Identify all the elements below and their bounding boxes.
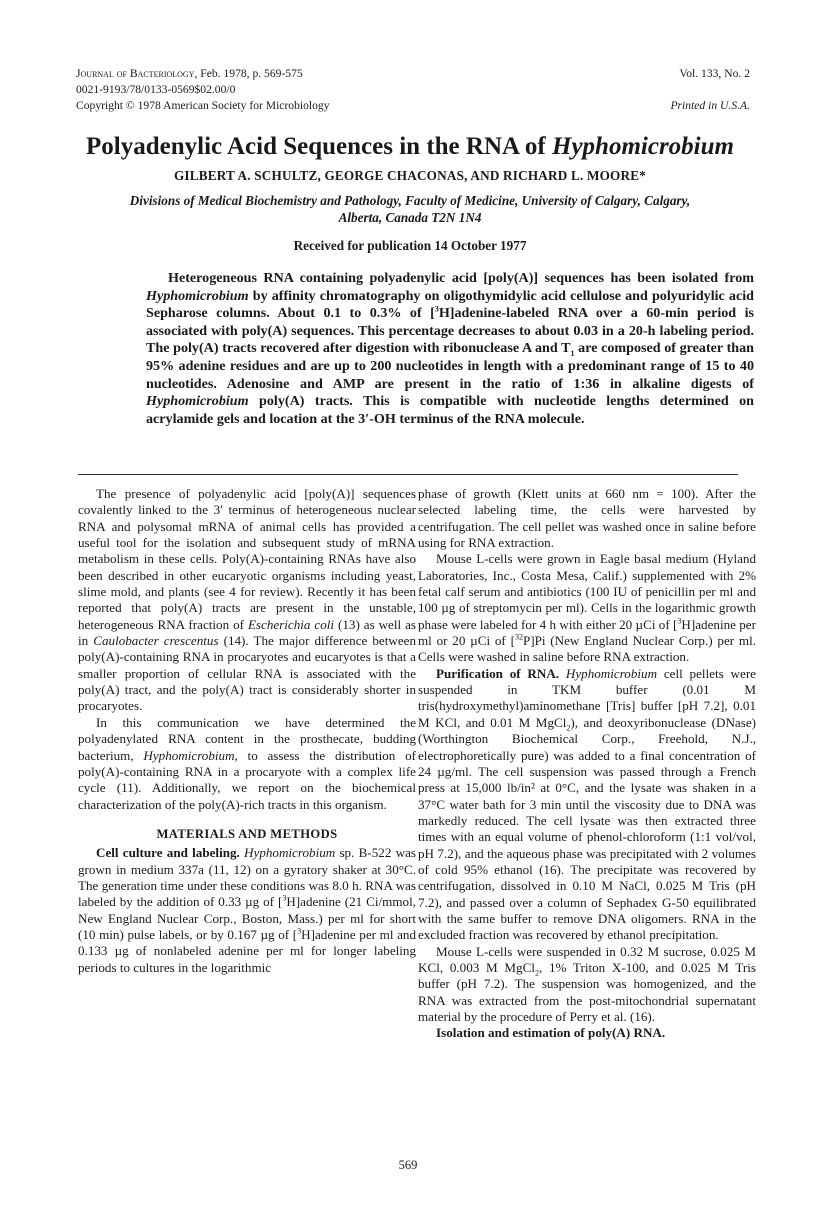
journal-header [76, 66, 330, 114]
subscript: 1 [570, 349, 575, 359]
isotope-superscript: 3 [677, 616, 682, 626]
body-text: In this communication we have determined the polyadenylated RNA content in the prosthecate, budding bacterium, [78, 714, 416, 763]
body-text: , 1% Triton X-100, and 0.025 M Tris buffer (pH 7.2). The suspension was homogenized, and the RNA was extracted from the post-mitochondrial supernatant material by the procedure of Perry et al. (16). [418, 959, 756, 1024]
methods-paragraph-continued: phase of growth (Klett units at 660 nm = 100). After the selected labeling time, the cells were harvested by centrifugation. The cell pellet was washed once in saline before using for RNA extraction. [418, 486, 756, 551]
abstract-text: by affinity chromatography on oligothymidylic acid cellulose and polyuridylic acid Sepharose columns. About 0.1 to 0.3% of [ [146, 287, 754, 322]
body-text: P]Pi (New England Nuclear Corp.) per ml. Cells were washed in saline before RNA extraction. [418, 633, 756, 665]
affiliation [60, 192, 760, 226]
body-text: The presence of polyadenylic acid [poly(A)] sequences covalently linked to the 3′ terminus of heterogeneous nuclear RNA and polysomal mRNA of animal cells has provided a useful tool for the isolation and subsequent study of mRNA metabolism in these cells. Poly(A)-containing RNAs have also been described in other eucaryotic organisms including yeast, slime mold, and plants (see 4 for review). Recently it has been reported that poly(A) tracts are present in the unstable, heterogeneous RNA fraction of [78, 486, 416, 632]
body-text: , to assess the distribution of poly(A)-containing RNA in a procaryote with a complex life cycle (11). Additionally, we report on the biochemical characterization of the poly(A)-rich tracts in this organism. [78, 747, 416, 812]
affiliation-line-2: Alberta, Canada T2N 1N4 [338, 210, 482, 225]
right-column [418, 486, 756, 1042]
journal-issue: , Feb. 1978, p. 569-575 [194, 67, 303, 80]
body-text: (14). The major difference between poly(A)-containing RNA in procaryotes and eucaryotes is that a smaller proportion of cellular RNA is associated with the poly(A) tract, and the poly(A) tract is considerably shorter in procaryotes. [78, 633, 417, 714]
abstract-genus: Hyphomicrobium [146, 393, 249, 410]
volume-header [670, 66, 750, 114]
isotope-superscript: 32 [514, 632, 523, 642]
abstract-divider [78, 474, 738, 475]
affiliation-line-1: Divisions of Medical Biochemistry and Pathology, Faculty of Medicine, University of Calgary, Calgary, [129, 193, 691, 208]
abstract-text: H]adenine-labeled RNA over a 60-min period is associated with poly(A) sequences. This percentage decreases to about 0.03 in a 20-h labeling period. The poly(A) tracts recovered after digestion with ribonuclease A and T [146, 305, 755, 357]
species-name: Caulobacter crescentus [93, 633, 219, 649]
methods-paragraph-3 [418, 666, 756, 944]
subscript: 2 [534, 968, 539, 978]
abstract-text: are composed of greater than 95% adenine residues and are up to 200 nucleotides in length with a predominant range of 15 to 40 nucleotides. Adenosine and AMP are present in the ratio of 1:36 in alkaline digests of [146, 340, 754, 392]
abstract-text: poly(A) tracts. This is compatible with nucleotide lengths determined on acrylamide gels and location at the 3′-OH terminus of the RNA molecule. [146, 393, 754, 427]
journal-code: 0021-9193/78/0133-0569$02.00/0 [76, 83, 236, 96]
journal-name: Journal of Bacteriology [76, 67, 195, 80]
title-main: Polyadenylic Acid Sequences in the RNA of [86, 133, 553, 160]
body-text: sp. B-522 was grown in medium 337a (11, 12) on a gyratory shaker at 30°C. The generation time under these conditions was 8.0 h. RNA was labeled by the addition of 0.33 µg of [ [78, 845, 416, 910]
body-text: H]adenine per ml and 0.133 µg of nonlabeled adenine per ml for longer labeling periods to cultures in the logarithmic [78, 926, 417, 975]
body-text: ), and deoxyribonuclease (DNase) (Worthington Biochemical Corp., Freehold, N.J., electrophoretically pure) was added to a final concentration of 24 µg/ml. The cell suspension was passed through a French press at 15,000 lb/in² at 0°C, and the lysate was shaken in a 37°C water bath for 3 min until the viscosity due to DNA was markedly reduced. The cell lysate was then extracted three times with an equal volume of phenol-chloroform (1:1 vol/vol, pH 7.2), and the aqueous phase was precipitated with 2 volumes of cold 95% ethanol (16). The precipitate was recovered by centrifugation, dissolved in 0.10 M NaCl, 0.025 M Tris (pH 7.2), and passed over a column of Sephadex G-50 equilibrated with the same buffer to remove DNA oligomers. RNA in the excluded fraction was recovered by ethanol precipitation. [418, 714, 756, 943]
body-text: H]adenine per ml or 20 µCi of [ [418, 616, 756, 649]
subscript: 2 [566, 723, 571, 733]
run-in-heading: Cell culture and labeling. [96, 845, 240, 861]
intro-paragraph-2 [78, 715, 416, 813]
authors: GILBERT A. SCHULTZ, GEORGE CHACONAS, AND RICHARD L. MOORE* [173, 168, 647, 183]
body-text: H]adenine (21 Ci/mmol, New England Nuclear Corp., Boston, Mass.) per ml for short (10 min) pulse labels, or by 0.167 µg of [ [78, 894, 416, 942]
isotope-superscript: 3 [282, 893, 287, 903]
article-title [40, 132, 780, 162]
run-in-heading: Purification of RNA. [436, 665, 560, 681]
body-text: Mouse L-cells were grown in Eagle basal medium (Hyland Laboratories, Inc., Costa Mesa, Calif.) supplemented with 2% fetal calf serum and antibiotics (100 IU of penicillin per ml and 100 µg of streptomycin per ml). Cells in the logarithmic growth phase were labeled for 4 h with either 20 µCi of [ [418, 551, 756, 632]
body-text: (13) as well as in [78, 616, 416, 649]
species-name: Escherichia coli [247, 616, 335, 632]
body-text: cell pellets were suspended in TKM buffer (0.01 M tris(hydroxymethyl)aminomethane [Tris] buffer [pH 7.2], 0.01 M KCl, and 0.01 M MgCl [418, 665, 756, 730]
section-heading: MATERIALS AND METHODS [156, 826, 338, 841]
volume: Vol. 133, No. 2 [679, 67, 750, 80]
methods-paragraph-4 [418, 944, 756, 1026]
methods-paragraph-2 [418, 551, 756, 665]
copyright: Copyright © 1978 American Society for Microbiology [76, 99, 330, 112]
run-in-heading: Isolation and estimation of poly(A) RNA. [436, 1025, 666, 1041]
left-column [78, 486, 416, 976]
received-date: Received for publication 14 October 1977 [293, 238, 527, 253]
methods-paragraph-1 [78, 845, 416, 976]
title-genus: Hyphomicrobium [552, 133, 734, 160]
abstract-genus: Hyphomicrobium [146, 287, 249, 304]
methods-paragraph-5 [418, 1025, 756, 1041]
page-number: 569 [398, 1158, 418, 1172]
isotope-superscript: 3 [297, 926, 302, 936]
abstract [146, 270, 754, 428]
abstract-text: Heterogeneous RNA containing polyadenylic acid [poly(A)] sequences has been isolated from [168, 270, 754, 286]
body-text: Mouse L-cells were suspended in 0.32 M sucrose, 0.025 M KCl, 0.003 M MgCl [418, 943, 756, 975]
intro-paragraph-1 [78, 486, 416, 715]
printed-in: Printed in U.S.A. [670, 99, 750, 112]
species-name: Hyphomicrobium [143, 747, 235, 763]
species-name: Hyphomicrobium [559, 665, 658, 681]
isotope-superscript: 3 [434, 304, 439, 314]
species-name: Hyphomicrobium [239, 845, 336, 861]
